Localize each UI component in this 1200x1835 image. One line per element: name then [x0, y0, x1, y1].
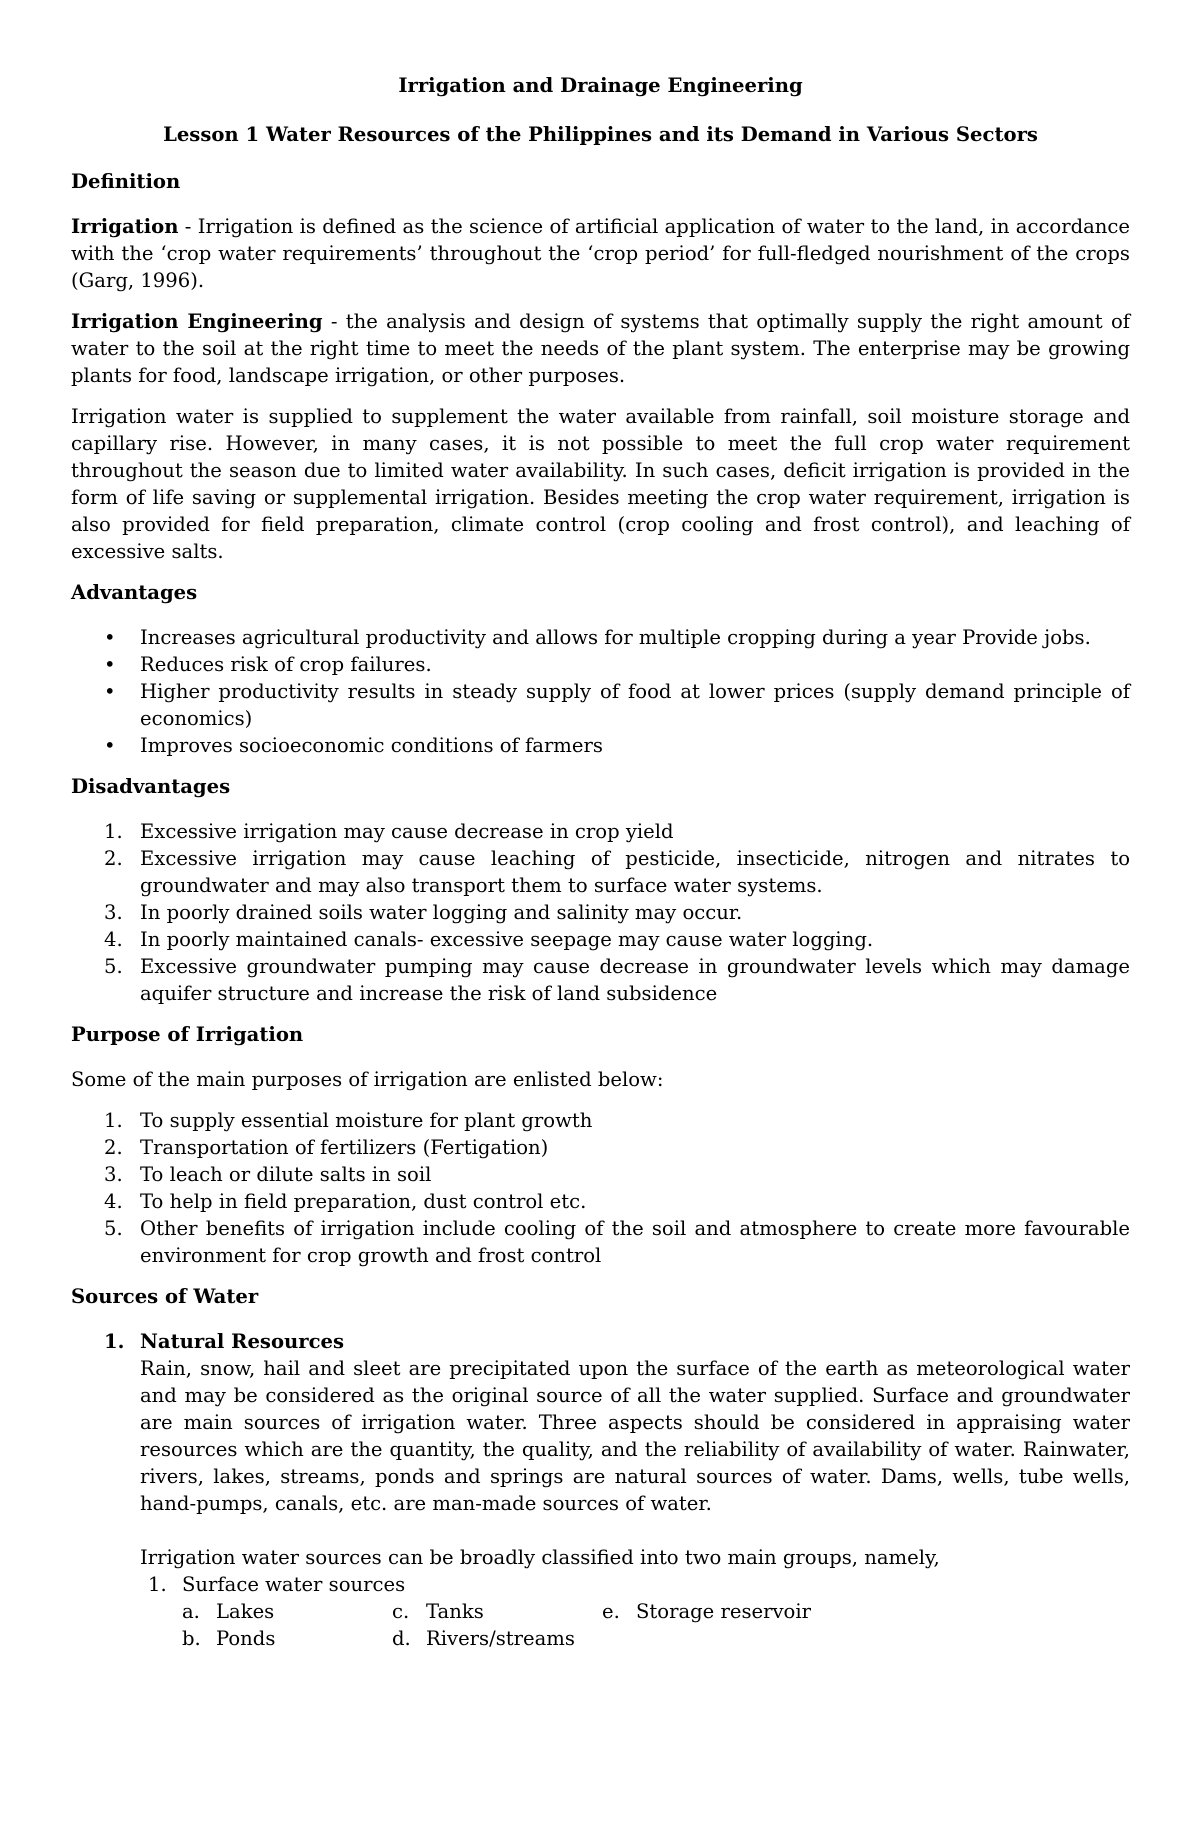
- irrigation-engineering-definition-text: - the analysis and design of systems that optimally supply the right amount of water to the soil at the right time to meet the needs of the plant system. The enterprise may be growing plants for food, landscape irrigation, or other purposes.: [71, 310, 1130, 387]
- list-item: [71, 845, 1130, 899]
- list-item-text: Excessive groundwater pumping may cause decrease in groundwater levels which may damage aquifer structure and increase the risk of land subsidence: [140, 955, 1130, 1005]
- advantages-heading: Advantages: [71, 581, 198, 604]
- list-number: 1.: [104, 1330, 125, 1353]
- purpose-intro: Some of the main purposes of irrigation are enlisted below:: [71, 1068, 664, 1091]
- list-item: [71, 1107, 1130, 1134]
- bullet-icon: •: [104, 734, 116, 757]
- natural-resources-label: Natural Resources: [140, 1330, 345, 1353]
- list-number: 2.: [104, 847, 123, 870]
- advantages-list: [71, 624, 1130, 759]
- natural-resources-item: [71, 1328, 1130, 1652]
- classification-text: Irrigation water sources can be broadly classified into two main groups, namely,: [140, 1546, 940, 1569]
- list-item-text: In poorly maintained canals- excessive seepage may cause water logging.: [140, 928, 874, 951]
- list-item-text: Higher productivity results in steady supply of food at lower prices (supply demand principle of economics): [140, 680, 1130, 730]
- list-number: 4.: [104, 928, 123, 951]
- list-item: [71, 1134, 1130, 1161]
- purpose-list: [71, 1107, 1130, 1269]
- list-number: 1.: [148, 1573, 167, 1596]
- document-title: Irrigation and Drainage Engineering: [398, 74, 803, 97]
- list-item: [71, 732, 1130, 759]
- list-item-text: Excessive irrigation may cause leaching of pesticide, insecticide, nitrogen and nitrates to groundwater and may also transport them to surface water systems.: [140, 847, 1130, 897]
- surface-water-item: [140, 1571, 1130, 1598]
- list-item-text: Increases agricultural productivity and allows for multiple cropping during a year Provide jobs.: [140, 626, 1091, 649]
- surface-water-types: [140, 1598, 1130, 1652]
- list-item-text: Transportation of fertilizers (Fertigation): [140, 1136, 549, 1159]
- list-number: 5.: [104, 955, 123, 978]
- list-item-text: Excessive irrigation may cause decrease in crop yield: [140, 820, 674, 843]
- surface-water-sources: [140, 1571, 1130, 1652]
- list-item-text: Improves socioeconomic conditions of farmers: [140, 734, 603, 757]
- list-item: [71, 818, 1130, 845]
- disadvantages-list: [71, 818, 1130, 1007]
- list-number: 5.: [104, 1217, 123, 1240]
- list-item: [71, 926, 1130, 953]
- list-letter: b.: [182, 1627, 201, 1650]
- list-item: [71, 1188, 1130, 1215]
- list-item-text: Rivers/streams: [426, 1627, 575, 1650]
- bullet-icon: •: [104, 626, 116, 649]
- list-item-text: Other benefits of irrigation include cooling of the soil and atmosphere to create more favourable environment for crop growth and frost control: [140, 1217, 1130, 1267]
- irrigation-term: Irrigation: [71, 215, 179, 238]
- bullet-icon: •: [104, 680, 116, 703]
- purpose-heading: Purpose of Irrigation: [71, 1023, 304, 1046]
- list-letter: e.: [602, 1600, 620, 1623]
- list-item-text: To help in field preparation, dust control etc.: [140, 1190, 587, 1213]
- disadvantages-heading: Disadvantages: [71, 775, 231, 798]
- natural-resources-paragraph: Rain, snow, hail and sleet are precipitated upon the surface of the earth as meteorological water and may be considered as the original source of all the water supplied. Surface and groundwater are main sources of irrigation water. Three aspects should be considered in appraising water resources which are the quantity, the quality, and the reliability of availability of water. Rainwater, rivers, lakes, streams, ponds and springs are natural sources of water. Dams, wells, tube wells, hand-pumps, canals, etc. are man-made sources of water.: [140, 1357, 1130, 1515]
- irrigation-definition: [71, 213, 1130, 294]
- list-letter: a.: [182, 1600, 200, 1623]
- list-item-text: To supply essential moisture for plant growth: [140, 1109, 593, 1132]
- list-number: 1.: [104, 820, 123, 843]
- list-item-text: To leach or dilute salts in soil: [140, 1163, 432, 1186]
- list-item: [71, 899, 1130, 926]
- list-item: [71, 678, 1130, 732]
- list-number: 3.: [104, 901, 123, 924]
- list-item: [392, 1598, 602, 1625]
- list-item-text: Reduces risk of crop failures.: [140, 653, 432, 676]
- list-item-text: Lakes: [216, 1600, 275, 1623]
- irrigation-definition-text: - Irrigation is defined as the science of artificial application of water to the land, in accordance with the ‘crop water requirements’ throughout the ‘crop period’ for full-fledged nourishment of the crops (Garg, 1996).: [71, 215, 1130, 292]
- list-number: 2.: [104, 1136, 123, 1159]
- lesson-title: Lesson 1 Water Resources of the Philippines and its Demand in Various Sectors: [163, 123, 1038, 146]
- list-item: [71, 1215, 1130, 1269]
- list-item: [71, 651, 1130, 678]
- list-item: [602, 1625, 862, 1652]
- definition-heading: Definition: [71, 170, 181, 193]
- list-item: [182, 1598, 392, 1625]
- list-item: [602, 1598, 862, 1625]
- list-item-text: Ponds: [216, 1627, 276, 1650]
- surface-water-label: Surface water sources: [182, 1573, 406, 1596]
- list-number: 3.: [104, 1163, 123, 1186]
- list-letter: c.: [392, 1600, 410, 1623]
- list-item: [71, 1161, 1130, 1188]
- bullet-icon: •: [104, 653, 116, 676]
- list-item: [182, 1625, 392, 1652]
- irrigation-engineering-definition: [71, 308, 1130, 389]
- list-item: [71, 953, 1130, 1007]
- list-letter: d.: [392, 1627, 411, 1650]
- list-item: [392, 1625, 602, 1652]
- list-number: 1.: [104, 1109, 123, 1132]
- list-item-text: Storage reservoir: [636, 1600, 811, 1623]
- irrigation-engineering-term: Irrigation Engineering: [71, 310, 323, 333]
- intro-paragraph: Irrigation water is supplied to supplement the water available from rainfall, soil moisture storage and capillary rise. However, in many cases, it is not possible to meet the full crop water requirement throughout the season due to limited water availability. In such cases, deficit irrigation is provided in the form of life saving or supplemental irrigation. Besides meeting the crop water requirement, irrigation is also provided for field preparation, climate control (crop cooling and frost control), and leaching of excessive salts.: [71, 405, 1130, 563]
- list-item-text: Tanks: [426, 1600, 484, 1623]
- list-item-text: In poorly drained soils water logging and salinity may occur.: [140, 901, 743, 924]
- sources-heading: Sources of Water: [71, 1285, 259, 1308]
- list-number: 4.: [104, 1190, 123, 1213]
- list-item: [71, 624, 1130, 651]
